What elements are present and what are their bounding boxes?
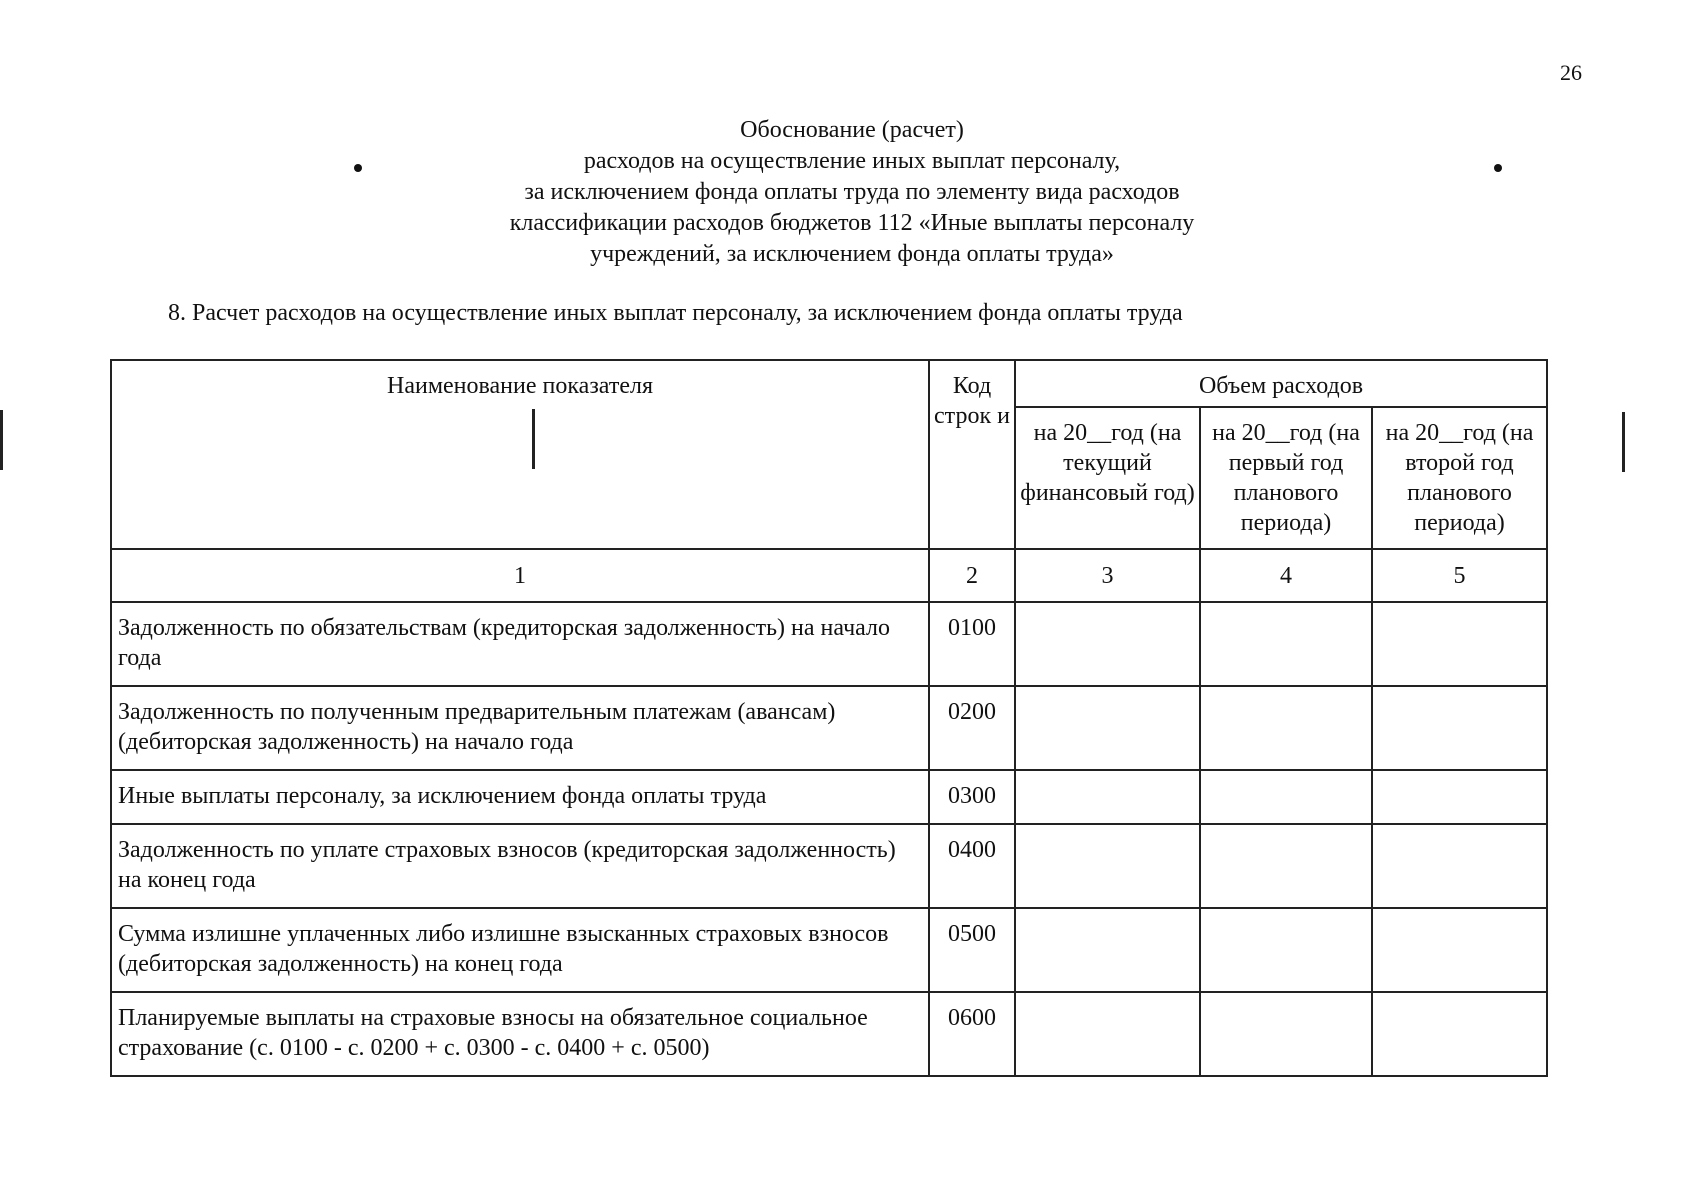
value-cell[interactable] (1200, 824, 1372, 908)
table-row (111, 602, 1547, 686)
document-title (0, 115, 1704, 270)
column-number: 2 (929, 549, 1015, 602)
column-number: 5 (1372, 549, 1547, 602)
value-cell[interactable] (1015, 824, 1200, 908)
header-current-year: на 20__год (на текущий финансовый год) (1015, 407, 1200, 549)
value-cell[interactable] (1200, 992, 1372, 1076)
column-number: 3 (1015, 549, 1200, 602)
value-cell[interactable] (1015, 686, 1200, 770)
value-cell[interactable] (1200, 602, 1372, 686)
header-code: Код строк и (929, 360, 1015, 549)
table-row (111, 770, 1547, 824)
value-cell[interactable] (1015, 992, 1200, 1076)
header-second-plan-year: на 20__год (на второй год планового периода) (1372, 407, 1547, 549)
row-name: Иные выплаты персоналу, за исключением фонда оплаты труда (111, 770, 929, 824)
value-cell[interactable] (1372, 908, 1547, 992)
title-line: за исключением фонда оплаты труда по элементу вида расходов (524, 179, 1180, 205)
header-name-label: Наименование показателя (387, 373, 653, 399)
row-code: 0200 (929, 686, 1015, 770)
column-number: 4 (1200, 549, 1372, 602)
title-line: классификации расходов бюджетов 112 «Иные выплаты персоналу (509, 210, 1195, 236)
row-name: Задолженность по уплате страховых взносов (кредиторская задолженность) на конец года (111, 824, 929, 908)
row-code: 0500 (929, 908, 1015, 992)
value-cell[interactable] (1372, 686, 1547, 770)
scan-mark (532, 409, 535, 469)
value-cell[interactable] (1200, 770, 1372, 824)
value-cell[interactable] (1200, 908, 1372, 992)
section-heading: 8. Расчет расходов на осуществление иных выплат персоналу, за исключением фонда оплаты труда (168, 300, 1183, 326)
calculation-table (110, 359, 1548, 1077)
table-row (111, 824, 1547, 908)
value-cell[interactable] (1372, 824, 1547, 908)
table-row (111, 908, 1547, 992)
row-name: Задолженность по обязательствам (кредиторская задолженность) на начало года (111, 602, 929, 686)
value-cell[interactable] (1015, 770, 1200, 824)
row-code: 0300 (929, 770, 1015, 824)
header-name (111, 360, 929, 549)
row-name: Задолженность по полученным предварительным платежам (авансам) (дебиторская задолженность) на начало года (111, 686, 929, 770)
value-cell[interactable] (1015, 908, 1200, 992)
value-cell[interactable] (1372, 992, 1547, 1076)
value-cell[interactable] (1372, 770, 1547, 824)
value-cell[interactable] (1372, 602, 1547, 686)
title-line: Обоснование (расчет) (740, 117, 964, 143)
header-first-plan-year: на 20__год (на первый год планового периода) (1200, 407, 1372, 549)
row-name: Сумма излишне уплаченных либо излишне взысканных страховых взносов (дебиторская задолженность) на конец года (111, 908, 929, 992)
scan-edge-mark-left (0, 410, 3, 470)
row-code: 0600 (929, 992, 1015, 1076)
value-cell[interactable] (1015, 602, 1200, 686)
numbering-row (111, 549, 1547, 602)
page-number: 26 (1560, 60, 1582, 85)
title-line: учреждений, за исключением фонда оплаты труда» (590, 241, 1114, 267)
row-name: Планируемые выплаты на страховые взносы на обязательное социальное страхование (с. 0100 - с. 0200 + с. 0300 - с. 0400 + с. 0500) (111, 992, 929, 1076)
table-row (111, 992, 1547, 1076)
value-cell[interactable] (1200, 686, 1372, 770)
row-code: 0400 (929, 824, 1015, 908)
row-code: 0100 (929, 602, 1015, 686)
header-row (111, 360, 1547, 407)
title-line: расходов на осуществление иных выплат персоналу, (583, 148, 1121, 174)
table-row (111, 686, 1547, 770)
column-number: 1 (111, 549, 929, 602)
header-volume: Объем расходов (1015, 360, 1547, 407)
scan-edge-mark-right (1622, 412, 1625, 472)
